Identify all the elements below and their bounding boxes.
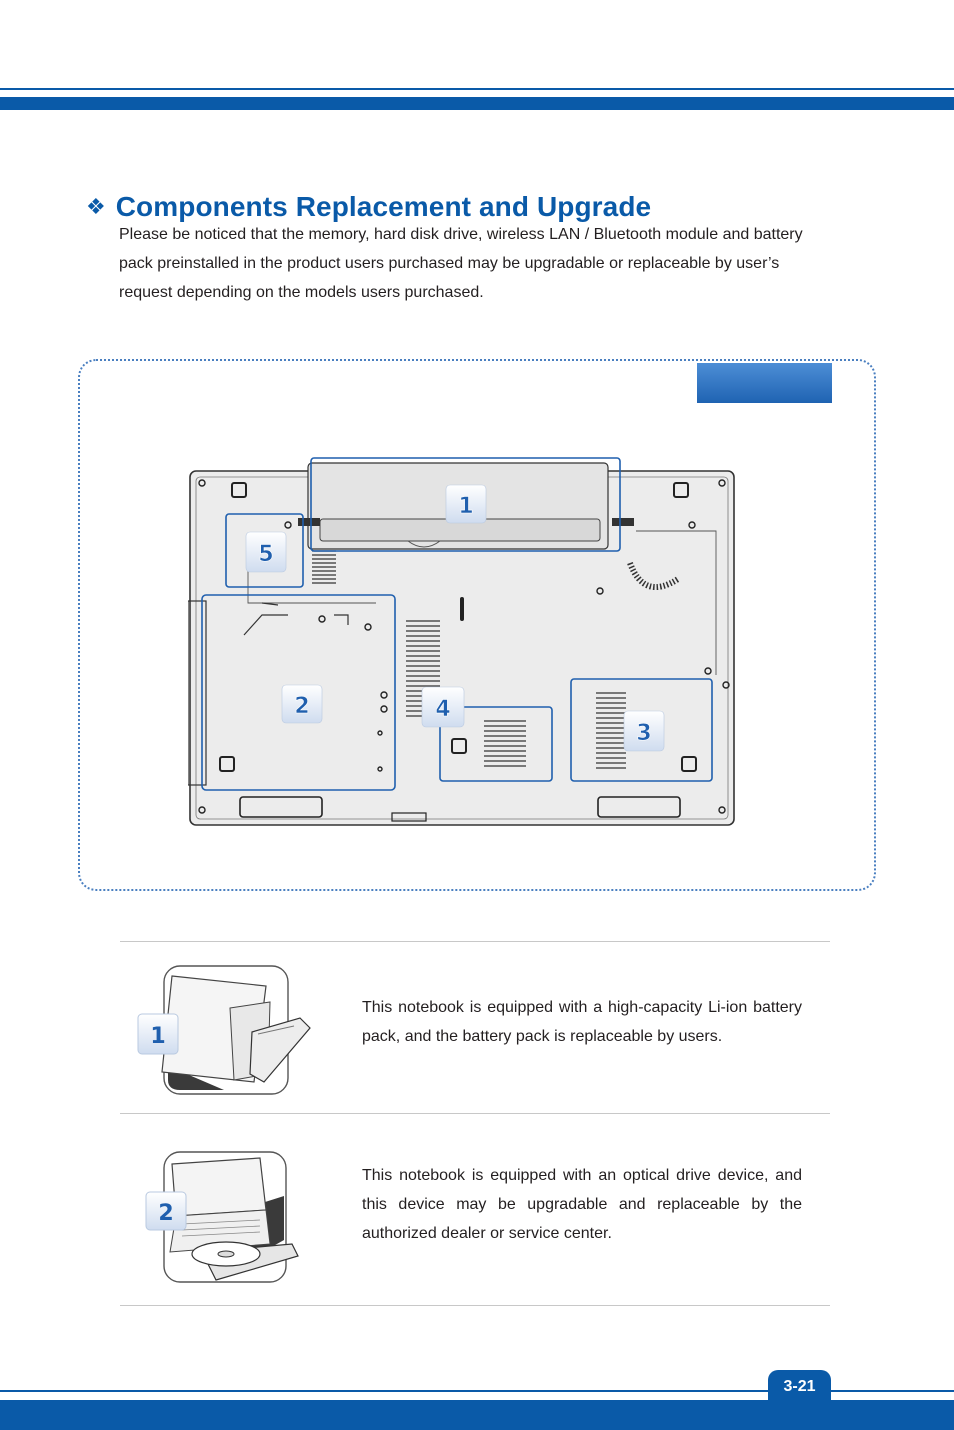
battery-latch-right [612,518,634,526]
callout-5-label: 5 [258,542,274,567]
battery-latch-left [298,518,320,526]
footer-bar [0,1400,954,1430]
separator [120,941,830,942]
separator [120,1113,830,1114]
callout-1-label: 1 [458,494,474,519]
header-rule-thin [0,88,954,90]
diamond-bullet-icon: ❖ [86,194,106,220]
page-title: Components Replacement and Upgrade [115,191,652,222]
intro-line: pack preinstalled in the product users purchased may be upgradable or replaceable by user’s [119,255,780,272]
intro-line: request depending on the models users purchased. [119,284,484,301]
header-bar [0,97,954,110]
laptop-bottom-diagram [188,455,738,830]
item-2-description: This notebook is equipped with an optical drive device, and this device may be upgradable and replaceable by the authorized dealer or service center. [362,1167,802,1242]
callout-2-label: 2 [294,694,310,719]
diagram-tab [697,363,832,403]
intro-paragraph [119,220,859,307]
item-1-number: 1 [150,1024,166,1049]
intro-line: Please be noticed that the memory, hard disk drive, wireless LAN / Bluetooth module and battery [119,226,803,243]
separator [120,1305,830,1306]
optical-drive-illustration [142,1148,312,1290]
callout-3-label: 3 [636,721,652,746]
item-2-number: 2 [158,1201,174,1226]
item-1-description: This notebook is equipped with a high-capacity Li-ion battery pack, and the battery pack is replaceable by users. [362,999,802,1045]
callout-4-label: 4 [435,697,451,722]
battery-illustration [134,962,324,1100]
page-number: 3-21 [768,1370,831,1404]
